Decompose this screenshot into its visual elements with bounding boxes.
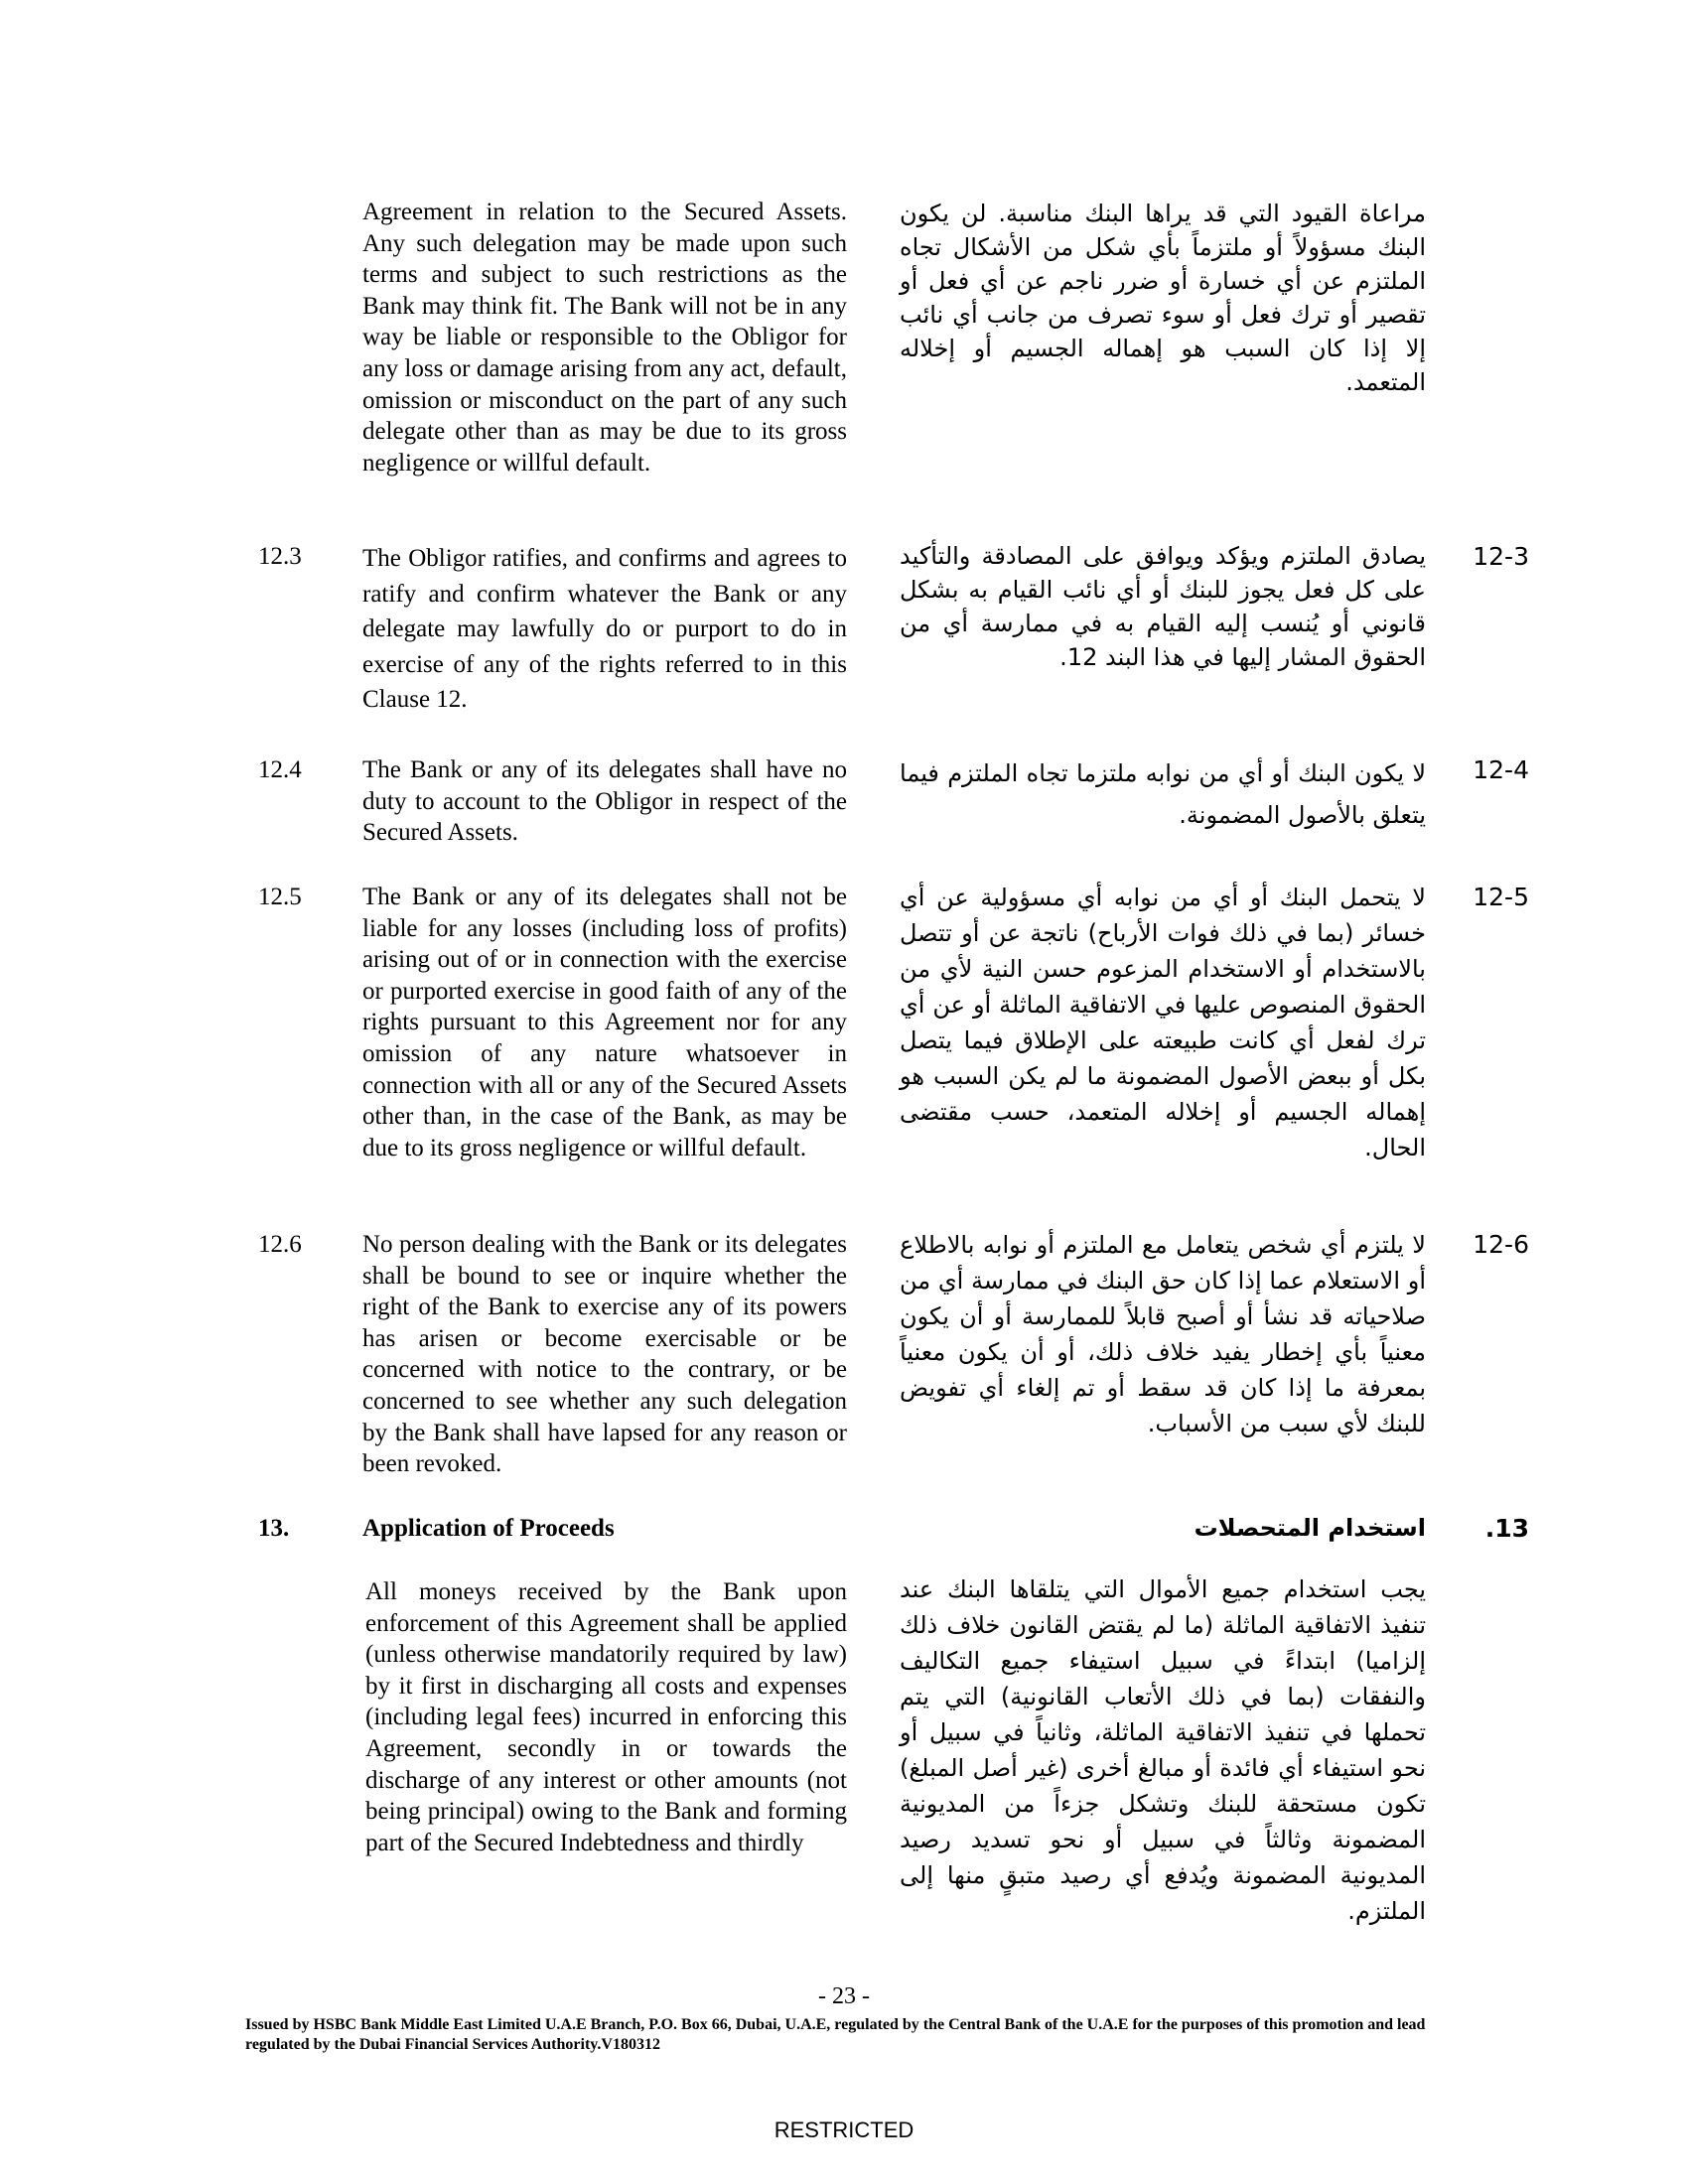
clause-text-en: The Obligor ratifies, and confirms and agrees to ratify and confirm whatever the Bank or any delegate may lawfully do or purport to do in exercise of any of the rights referred to in this Clause 12. [362,545,847,714]
page-number: - 23 - [818,1983,870,2009]
classification-label: RESTRICTED [774,2117,914,2142]
clause-number: 12.3 [258,543,302,570]
clause-number: 12.6 [258,1231,302,1258]
section-number-ar: .13 [1484,1514,1529,1543]
clause-continuation-en: Agreement in relation to the Secured Assets. Any such delegation may be made upon such terms and subject to such restrictions as the Bank may think fit. The Bank will not be in any way be liable or responsible to the Obligor for any loss or damage arising from any act, default, omission or misconduct on the part of any such delegate other than as may be due to its gross negligence or willful default. [362,199,847,477]
issuer-notice: Issued by HSBC Bank Middle East Limited U.A.E Branch, P.O. Box 66, Dubai, U.A.E, regulated by the Central Bank of the U.A.E for the purposes of this promotion and lead regulated by the Dubai Financial Services Authority.V180312 [245,2016,1426,2053]
section-title: Application of Proceeds [362,1515,615,1542]
section-number: 13. [258,1515,290,1542]
section-body-en: All moneys received by the Bank upon enforcement of this Agreement shall be applied (unless otherwise mandatorily required by law) by it first in discharging all costs and expenses (including legal fees) incurred in enforcing this Agreement, secondly in or towards the discharge of any interest or other amounts (not being principal) owing to the Bank and forming part of the Secured Indebtedness and thirdly [365,1578,847,1856]
clause-number-ar: 12-6 [1473,1230,1529,1259]
clause-number-ar: 12-3 [1473,542,1529,571]
clause-text-ar: لا يتحمل البنك أو أي من نوابه أي مسؤولية عن أي خسائر (بما في ذلك فوات الأرباح) ناتجة عن أو تتصل بالاستخدام أو الاستخدام المزعوم حسن النية لأي من الحقوق المنصوص عليها في الاتفاقية الماثلة أو عن أي ترك لفعل أي كانت طبيعته على الإطلاق فيما يتصل بكل أو ببعض الأصول المضمونة ما لم يكن السبب هو إهماله الجسيم أو إخلاله المتعمد، حسب مقتضى الحال. [900,884,1426,1161]
clause-text-ar: لا يكون البنك أو أي من نوابه ملتزما تجاه الملتزم فيما يتعلق بالأصول المضمونة. [900,759,1426,829]
clause-text-en: The Bank or any of its delegates shall have no duty to account to the Obligor in respect of the Secured Assets. [362,756,847,847]
section-title-ar: استخدام المتحصلات [1194,1514,1426,1542]
section-body-ar: يجب استخدام جميع الأموال التي يتلقاها البنك عند تنفيذ الاتفاقية الماثلة (ما لم يقتض القانون خلاف ذلك إلزاميا) ابتداءً في سبيل استيفاء جميع التكاليف والنفقات (بما في ذلك الأتعاب القانونية) التي يتم تحملها في تنفيذ الاتفاقية الماثلة، وثانياً في سبيل أو نحو استيفاء أي فائدة أو مبالغ أخرى (غير أصل المبلغ) تكون مستحقة للبنك وتشكل جزءاً من المديونية المضمونة وثالثاً في سبيل أو نحو تسديد رصيد المديونية المضمونة ويُدفع أي رصيد متبقٍ منها إلى الملتزم. [900,1575,1426,1925]
clause-text-en: No person dealing with the Bank or its delegates shall be bound to see or inquire whether the right of the Bank to exercise any of its powers has arisen or become exercisable or be concerned with notice to the contrary, or be concerned to see whether any such delegation by the Bank shall have lapsed for any reason or been revoked. [362,1231,847,1478]
clause-number: 12.4 [258,756,302,783]
clause-continuation-ar: مراعاة القيود التي قد يراها البنك مناسبة. لن يكون البنك مسؤولاً أو ملتزماً بأي شكل من الأشكال تجاه الملتزم عن أي خسارة أو ضرر ناجم عن أي فعل أو تقصير أو ترك فعل أو سوء تصرف من جانب أي نائب إلا إذا كان السبب هو إهماله الجسيم أو إخلاله المتعمد. [900,200,1426,396]
clause-text-ar: لا يلتزم أي شخص يتعامل مع الملتزم أو نوابه بالاطلاع أو الاستعلام عما إذا كان حق البنك في ممارسة أي من صلاحياته قد نشأ أو أصبح قابلاً للممارسة أو أن يكون معنياً بأي إخطار يفيد خلاف ذلك، أو أن يكون معنياً بمعرفة ما إذا كان قد سقط أو تم إلغاء أي تفويض للبنك لأي سبب من الأسباب. [900,1231,1426,1437]
clause-text-en: The Bank or any of its delegates shall not be liable for any losses (including loss of profits) arising out of or in connection with the exercise or purported exercise in good faith of any of the rights pursuant to this Agreement nor for any omission of any nature whatsoever in connection with all or any of the Secured Assets other than, in the case of the Bank, as may be due to its gross negligence or willful default. [362,884,847,1161]
clause-text-ar: يصادق الملتزم ويؤكد ويوافق على المصادقة والتأكيد على كل فعل يجوز للبنك أو أي نائب القيام به بشكل قانوني أو يُنسب إليه القيام به في ممارسة أي من الحقوق المشار إليها في هذا البند 12. [900,542,1426,671]
clause-number: 12.5 [258,884,302,910]
clause-number-ar: 12-4 [1473,755,1529,784]
clause-number-ar: 12-5 [1473,883,1529,911]
